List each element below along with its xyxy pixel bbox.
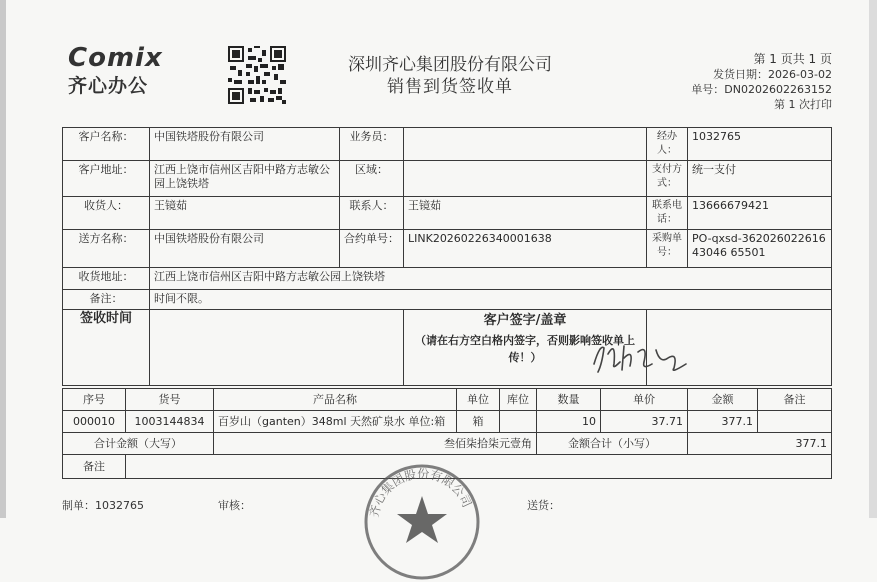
region-value bbox=[404, 161, 647, 197]
logo-latin: Comix bbox=[68, 43, 163, 73]
stamp-text: 齐心集团股份有限公司 bbox=[367, 466, 475, 519]
col-header-name: 产品名称 bbox=[214, 389, 457, 411]
customer-sign-note: （请在右方空白格内签字，否则影响签收单上传！） bbox=[415, 334, 635, 364]
col-header-price: 单价 bbox=[601, 389, 688, 411]
table-row bbox=[63, 411, 832, 433]
handler-label: 经办人： bbox=[647, 128, 688, 161]
po-value: PO-qxsd-36202602261643046 65501 bbox=[688, 230, 832, 268]
items-header-row bbox=[63, 389, 832, 411]
row-amount: 377.1 bbox=[688, 411, 758, 433]
total-row bbox=[63, 433, 832, 455]
customer-address-label: 客户地址： bbox=[63, 161, 150, 197]
customer-name-label: 客户名称： bbox=[63, 128, 150, 161]
row-price: 37.71 bbox=[601, 411, 688, 433]
receiver-value: 王镜茹 bbox=[150, 197, 340, 230]
contact-label: 联系人： bbox=[340, 197, 404, 230]
delivery-address-label: 收货地址： bbox=[63, 268, 150, 290]
row-note bbox=[758, 411, 832, 433]
row-customer-name bbox=[63, 128, 832, 161]
total-lower-label: 金额合计（小写） bbox=[537, 433, 688, 455]
logo-chinese: 齐心办公 bbox=[68, 75, 149, 97]
customer-sign-title: 客户签字/盖章 bbox=[483, 313, 567, 328]
col-header-qty: 数量 bbox=[537, 389, 601, 411]
po-label: 采购单号： bbox=[647, 230, 688, 268]
delivery-address-value: 江西上饶市信州区吉阳中路方志敏公园上饶铁塔 bbox=[150, 268, 832, 290]
row-ship-to bbox=[63, 230, 832, 268]
row-qty: 10 bbox=[537, 411, 601, 433]
col-header-unit: 单位 bbox=[457, 389, 500, 411]
items-remark-label: 备注 bbox=[63, 455, 126, 479]
remark-value: 时间不限。 bbox=[150, 290, 832, 310]
receiver-label: 收货人： bbox=[63, 197, 150, 230]
salesperson-label: 业务员： bbox=[340, 128, 404, 161]
scan-edge-right bbox=[869, 0, 877, 518]
customer-name-value: 中国铁塔股份有限公司 bbox=[150, 128, 340, 161]
region-label: 区域： bbox=[340, 161, 404, 197]
total-upper-label: 合计金额（大写） bbox=[63, 433, 214, 455]
sign-time-value bbox=[150, 310, 404, 386]
row-remark bbox=[63, 290, 832, 310]
phone-label: 联系电话： bbox=[647, 197, 688, 230]
customer-address-value: 江西上饶市信州区吉阳中路方志敏公园上饶铁塔 bbox=[150, 161, 340, 197]
col-header-amount: 金额 bbox=[688, 389, 758, 411]
salesperson-value bbox=[404, 128, 647, 161]
row-seq: 000010 bbox=[63, 411, 126, 433]
document-number: 单号：DN0202602263152 bbox=[691, 83, 832, 96]
qr-code-icon bbox=[228, 46, 286, 104]
auditor: 审核： bbox=[218, 499, 251, 512]
phone-value: 13666679421 bbox=[688, 197, 832, 230]
document-title: 销售到货签收单 bbox=[387, 77, 513, 97]
maker: 制单：1032765 bbox=[62, 499, 144, 512]
payment-value: 统一支付 bbox=[688, 161, 832, 197]
page-indicator: 第 1 页共 1 页 bbox=[753, 52, 832, 66]
handler-value: 1032765 bbox=[688, 128, 832, 161]
row-location bbox=[500, 411, 537, 433]
scan-edge-left bbox=[0, 0, 6, 518]
deliverer: 送货： bbox=[527, 499, 560, 512]
row-delivery-address bbox=[63, 268, 832, 290]
customer-info-table bbox=[62, 127, 832, 386]
company-name: 深圳齐心集团股份有限公司 bbox=[348, 55, 552, 75]
handwritten-signature bbox=[590, 334, 700, 376]
col-header-note: 备注 bbox=[758, 389, 832, 411]
row-sku: 1003144834 bbox=[126, 411, 214, 433]
sign-time-label: 签收时间 bbox=[63, 310, 150, 386]
print-count: 第 1 次打印 bbox=[774, 98, 832, 111]
comix-logo bbox=[68, 43, 163, 98]
total-lower-value: 377.1 bbox=[688, 433, 832, 455]
row-product-name: 百岁山（ganten）348ml 天然矿泉水 单位:箱 bbox=[214, 411, 457, 433]
col-header-location: 库位 bbox=[500, 389, 537, 411]
total-upper-value: 叁佰柒拾柒元壹角 bbox=[214, 433, 537, 455]
contact-value: 王镜茹 bbox=[404, 197, 647, 230]
row-signature bbox=[63, 310, 832, 386]
header-meta bbox=[691, 52, 832, 112]
ship-date: 发货日期：2026-03-02 bbox=[713, 68, 832, 81]
remark-label: 备注： bbox=[63, 290, 150, 310]
row-customer-address bbox=[63, 161, 832, 197]
contract-label: 合约单号： bbox=[340, 230, 404, 268]
payment-label: 支付方式： bbox=[647, 161, 688, 197]
row-unit: 箱 bbox=[457, 411, 500, 433]
ship-to-label: 送方名称： bbox=[63, 230, 150, 268]
ship-to-value: 中国铁塔股份有限公司 bbox=[150, 230, 340, 268]
row-receiver bbox=[63, 197, 832, 230]
company-seal-stamp bbox=[362, 462, 482, 582]
contract-value: LINK20260226340001638 bbox=[404, 230, 647, 268]
col-header-seq: 序号 bbox=[63, 389, 126, 411]
col-header-sku: 货号 bbox=[126, 389, 214, 411]
